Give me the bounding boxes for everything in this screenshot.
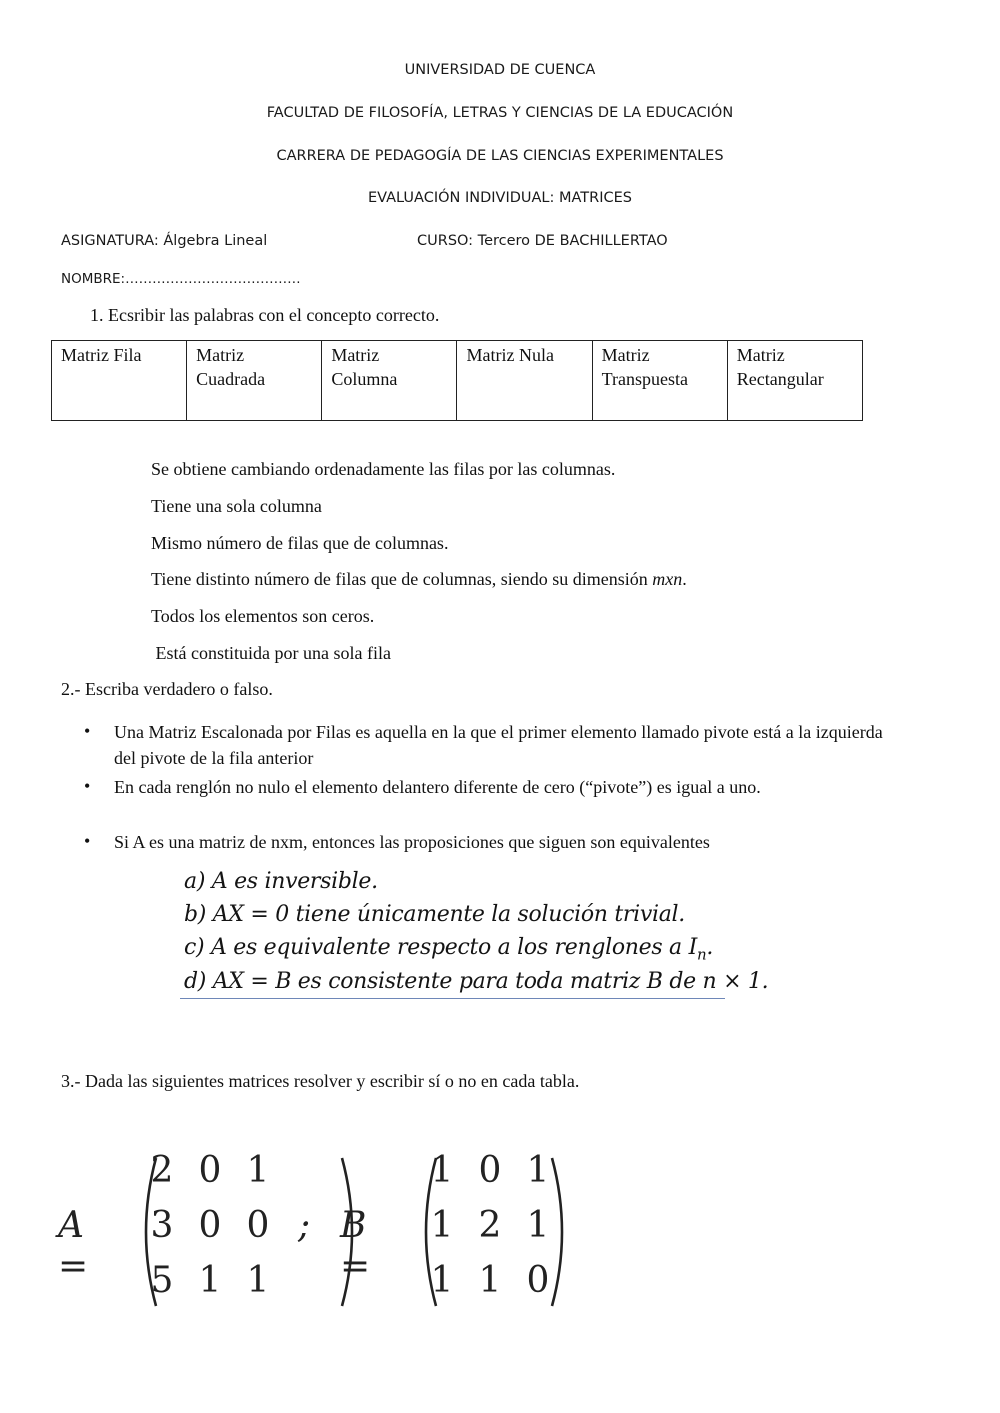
name-field[interactable]: NOMBRE:………………………………… <box>61 271 301 287</box>
term-cell <box>52 341 187 421</box>
matrix-b-cell: 2 <box>478 1205 502 1246</box>
dimension-text: mxn <box>652 569 683 589</box>
theorem-line-c <box>184 935 713 963</box>
theorem-line-d: d) AX = B es consistente para toda matriz B de n × 1. <box>184 969 769 994</box>
matrix-b-cell: 1 <box>526 1150 550 1191</box>
matrix-b-cell: 1 <box>430 1150 454 1191</box>
term-cell <box>727 341 862 421</box>
matrix-b-cell: 1 <box>526 1205 550 1246</box>
term-text: Matriz Nula <box>466 345 554 365</box>
matrix-separator: ; <box>298 1205 311 1246</box>
matrix-a-cell: 5 <box>150 1260 174 1301</box>
bullet-icon: • <box>84 776 91 796</box>
theorem-line-a: a) A es inversible. <box>184 869 378 894</box>
matrix-a-cell: 0 <box>198 1150 222 1191</box>
term-text-2: Cuadrada <box>196 369 266 389</box>
image-underline <box>180 998 725 999</box>
matrix-a-cell: 3 <box>150 1205 174 1246</box>
q1-title: 1. Ecsribir las palabras con el concepto correcto. <box>90 305 440 325</box>
matrix-b-cell: 0 <box>526 1260 550 1301</box>
statement-1: Una Matriz Escalonada por Filas es aquella en la que el primer elemento llamado pivote está a la izquierda del pivote de la fila anterior <box>114 722 883 768</box>
theorem-line-c-text: c) A es equivalente respecto a los renglones a I <box>184 935 697 960</box>
theorem-image <box>180 865 769 1002</box>
definition-fila: Está constituida por una sola fila <box>151 643 391 663</box>
definition-rectangular <box>151 569 687 590</box>
term-text-2: Rectangular <box>736 369 824 389</box>
matrix-b-cell: 1 <box>478 1260 502 1301</box>
matrix-b-cell: 0 <box>478 1150 502 1191</box>
definition-text: Tiene distinto número de filas que de columnas, siendo su dimensión <box>151 569 653 589</box>
bullet-icon: • <box>84 831 91 851</box>
statement-3: Si A es una matriz de nxm, entonces las proposiciones que siguen son equivalentes <box>114 832 710 852</box>
faculty-title: FACULTAD DE FILOSOFÍA, LETRAS Y CIENCIAS DE LA EDUCACIÓN <box>266 105 734 121</box>
term-text: Matriz Fila <box>61 345 142 365</box>
term-cell <box>187 341 322 421</box>
term-text-2: Columna <box>331 369 398 389</box>
definition-period: . <box>682 569 687 589</box>
matrix-b-cell: 1 <box>430 1260 454 1301</box>
theorem-line-c-period: . <box>706 935 714 960</box>
definition-nula: Todos los elementos son ceros. <box>151 606 375 626</box>
matrix-b-label: B = <box>340 1205 371 1287</box>
term-text: Matriz <box>736 345 785 365</box>
matrix-a-cell: 0 <box>198 1205 222 1246</box>
q3-title: 3.- Dada las siguientes matrices resolver y escribir sí o no en cada tabla. <box>61 1071 580 1091</box>
term-cell <box>457 341 592 421</box>
term-text: Matriz <box>331 345 380 365</box>
matrix-a-cell: 2 <box>150 1150 174 1191</box>
term-cell <box>322 341 457 421</box>
matrix-a-cell: 1 <box>246 1150 270 1191</box>
definition-cuadrada: Mismo número de filas que de columnas. <box>151 533 449 553</box>
matrix-a-label: A = <box>58 1205 89 1287</box>
subject-label: ASIGNATURA: Álgebra Lineal <box>61 233 268 249</box>
matrix-a-cell: 0 <box>246 1205 270 1246</box>
term-cell <box>592 341 727 421</box>
evaluation-title: EVALUACIÓN INDIVIDUAL: MATRICES <box>367 190 632 206</box>
course-label: CURSO: Tercero DE BACHILLERTAO <box>417 233 668 249</box>
term-text: Matriz <box>196 345 245 365</box>
university-title: UNIVERSIDAD DE CUENCA <box>404 62 596 78</box>
bullet-icon: • <box>84 721 91 741</box>
matrix-a-cell: 1 <box>198 1260 222 1301</box>
statement-2: En cada renglón no nulo el elemento delantero diferente de cero (“pivote”) es igual a uno. <box>114 777 761 797</box>
matrix-a-cell: 1 <box>246 1260 270 1301</box>
career-title: CARRERA DE PEDAGOGÍA DE LAS CIENCIAS EXPERIMENTALES <box>276 148 724 164</box>
term-text: Matriz <box>601 345 650 365</box>
theorem-subscript: n <box>696 945 707 964</box>
term-text-2: Transpuesta <box>601 369 688 389</box>
concepts-table <box>51 340 863 421</box>
theorem-line-b: b) AX = 0 tiene únicamente la solución trivial. <box>184 902 685 927</box>
matrix-b-cell: 1 <box>430 1205 454 1246</box>
definition-columna: Tiene una sola columna <box>151 496 322 516</box>
q2-title: 2.- Escriba verdadero o falso. <box>61 679 273 699</box>
definition-transpuesta: Se obtiene cambiando ordenadamente las filas por las columnas. <box>151 459 616 479</box>
